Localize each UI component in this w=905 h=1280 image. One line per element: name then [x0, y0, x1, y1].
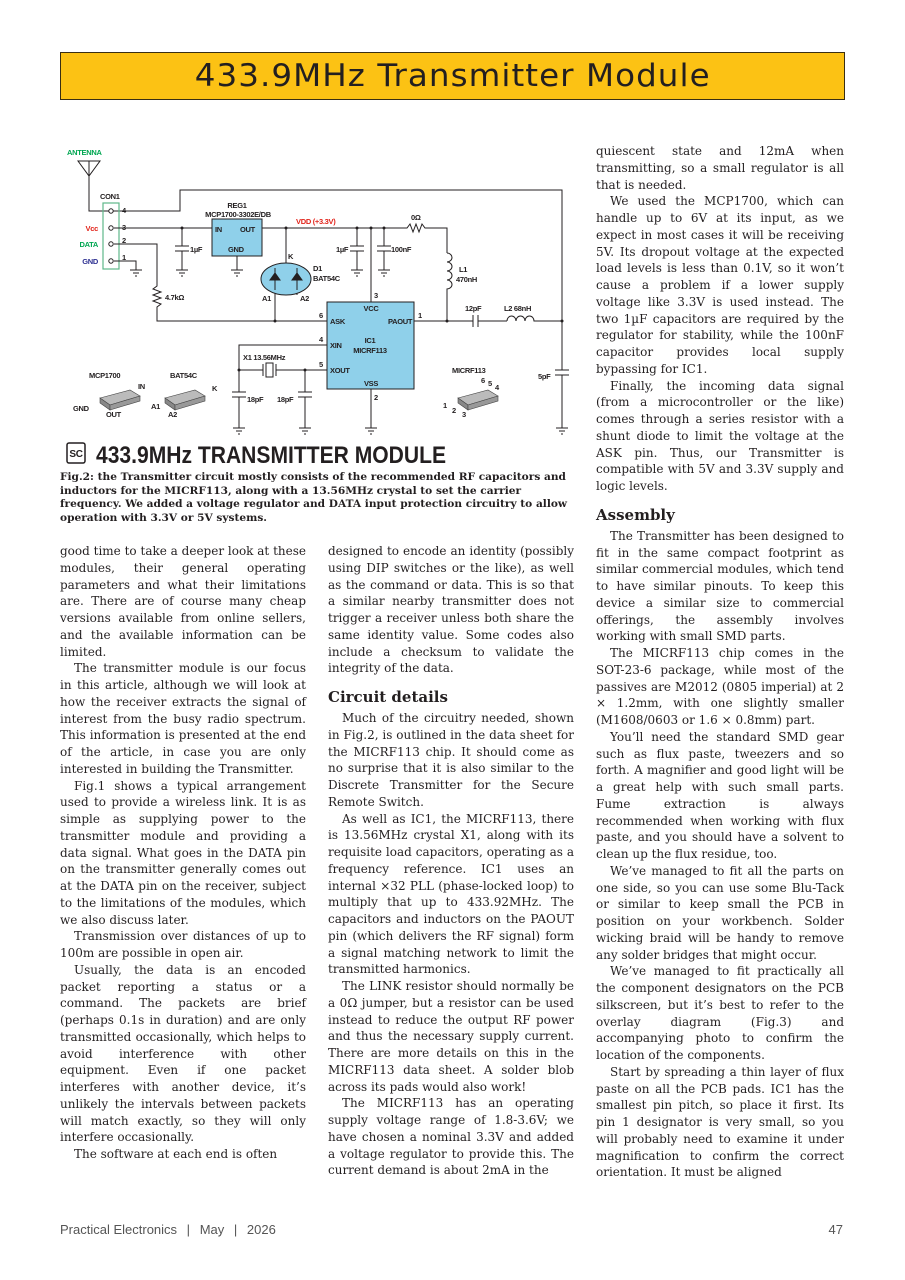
label-c-x1: 18pF — [247, 395, 264, 404]
label-pkg-mcp1700: MCP1700 — [89, 371, 121, 380]
paragraph: We’ve managed to fit all the parts on one side, so you can use some Blu-Tack or similar to keep small the PCB in position on your workbench. Solder wicking braid will be handy to remove any solder bridges that might occur. — [596, 863, 844, 962]
paragraph: We’ve managed to fit practically all the component designators on the PCB silkscreen, but it’s best to refer to the overlay diagram (Fig.3) and accompanying photo to confirm the location of the components. — [596, 964, 844, 1062]
paragraph: Finally, the incoming data signal (from a microcontroller or the like) comes through a series resistor with a shunt diode to limit the voltage at the ASK pin. Thus, our Transmitter is compatible with 5V and 3.3V supply and logic levels. — [596, 378, 844, 493]
label-ic-xin: XIN — [330, 341, 342, 350]
label-pkg-bat-k: K — [212, 384, 218, 393]
label-ic1: IC1 — [364, 336, 376, 345]
label-con1: CON1 — [100, 192, 120, 201]
paragraph: The LINK resistor should normally be a 0Ω jumper, but a resistor can be used instead to reduce the output RF power and thus the necessary supply current. There are more details on this in the MICRF113 data sheet. A solder blob across its pads would also work! — [328, 979, 574, 1094]
page-number: 47 — [828, 1222, 843, 1237]
label-ic-xout: XOUT — [330, 366, 350, 375]
label-reg-out: OUT — [240, 225, 255, 234]
label-pkg-mcp-gnd: GND — [73, 404, 89, 413]
label-c-x2: 18pF — [277, 395, 294, 404]
label-r-link: 0Ω — [411, 213, 421, 222]
label-pkg-pin: 6 — [481, 376, 485, 385]
paragraph: Start by spreading a thin layer of flux paste on all the PCB pads. IC1 has the smallest pin pitch, so place it first. Its pin 1 designator is very small, so you will probably need to examine it under magnification to confirm the correct orientation. It must be aligned — [596, 1064, 844, 1180]
label-data: DATA — [79, 240, 98, 249]
label-vcc: Vcc — [85, 224, 98, 233]
paragraph: The Transmitter has been designed to fit in the same compact footprint as similar commercial modules, which tend to have similar pinouts. To keep this device a similar size to commercial offerings, the assembly involves working with small SMD parts. — [596, 528, 844, 644]
label-ic-pin4: 4 — [319, 335, 323, 344]
label-ic-ask: ASK — [330, 317, 345, 326]
paragraph: As well as IC1, the MICRF113, there is 13.56MHz crystal X1, along with its requisite load capacitors, operating as a frequency reference. IC1 uses an internal ×32 PLL (phase-locked loop) to multiply that up to 433.92MHz. The capacitors and inductors on the PAOUT pin (which delivers the RF signal) form a signal matching network to limit the transmitted harmonics. — [328, 811, 574, 977]
page-title: 433.9MHz Transmitter Module — [194, 58, 711, 94]
label-pin3: 3 — [122, 223, 126, 232]
label-l2: L2 68nH — [504, 304, 532, 313]
label-reg-gnd: GND — [228, 245, 244, 254]
label-ic-vcc: VCC — [363, 304, 379, 313]
article-column-2 — [328, 543, 574, 1179]
paragraph: good time to take a deeper look at these modules, their general operating parameters and what their limitations are. There are of course many cheap versions available from online sellers, and the available information can be limited. — [60, 544, 306, 659]
label-pin2: 2 — [122, 236, 126, 245]
figure-caption: Fig.2: the Transmitter circuit mostly consists of the recommended RF capacitors and inductors for the MICRF113, along with a 13.56MHz crystal to set the carrier frequency. We added a voltage regulator and DATA input protection circuitry to allow operation with 3.3V or 5V systems. — [60, 471, 568, 524]
section-heading: Circuit details — [328, 688, 448, 706]
label-reg1-part: MCP1700-3302E/DB — [205, 210, 271, 219]
label-c-5pf: 5pF — [538, 372, 551, 381]
logo-text: SC — [69, 449, 83, 460]
label-ic-pin5: 5 — [319, 360, 323, 369]
label-pkg-bat-a1: A1 — [151, 402, 160, 411]
label-ic1-part: MICRF113 — [353, 346, 387, 355]
label-pkg-pin: 4 — [495, 383, 499, 392]
label-ic-vss: VSS — [363, 379, 379, 388]
label-pkg-pin: 2 — [452, 406, 456, 415]
label-d1: D1 — [313, 264, 322, 273]
paragraph: You’ll need the standard SMD gear such as flux paste, tweezers and so forth. A magnifier and good light will be a great help with such small parts. Fume extraction is always recommended when working with flux paste, and you should have a solvent to clean up the flux residue, too. — [596, 729, 844, 861]
label-pkg-pin: 5 — [488, 379, 492, 388]
label-d1-a2: A2 — [300, 294, 309, 303]
paragraph: designed to encode an identity (possibly using DIP switches or the like), as well as the command or data. This is so that a similar nearby transmitter does not trigger a receiver unless both share the same identity value. Some codes also include a checksum to validate the integrity of the data. — [328, 544, 574, 676]
label-pkg-mcp-in: IN — [138, 382, 145, 391]
crystal-x1 — [266, 363, 273, 377]
paragraph: The MICRF113 chip comes in the SOT-23-6 package, while most of the passives are M2012 (0805 imperial) at 2 × 1.2mm, with one slightly smaller (M1608/0603 or 1.6 × 0.8mm) part. — [596, 646, 844, 727]
label-l1: L1 — [459, 265, 468, 274]
label-ic-pin2: 2 — [374, 393, 378, 402]
paragraph: Much of the circuitry needed, shown in Fig.2, is outlined in the data sheet for the MICRF113 chip. It should come as no surprise that it is also similar to the Discrete Transmitter for the Secure Remote Switch. — [328, 711, 574, 809]
sc-logo — [67, 443, 85, 463]
label-pkg-bat54c: BAT54C — [170, 371, 197, 380]
title-banner — [60, 52, 845, 100]
article-column-1 — [60, 543, 306, 1163]
footer-publication — [60, 1222, 276, 1237]
label-c-12pf: 12pF — [465, 304, 482, 313]
paragraph: Transmission over distances of up to 100m are possible in open air. — [60, 929, 306, 960]
paragraph: The software at each end is often — [74, 1147, 278, 1161]
label-reg1: REG1 — [227, 201, 247, 210]
label-x1: X1 13.56MHz — [243, 353, 286, 362]
label-ic-paout: PAOUT — [388, 317, 413, 326]
label-pin4: 4 — [122, 206, 126, 215]
inductor-l1 — [447, 253, 452, 321]
label-pkg-mcp-out: OUT — [106, 410, 121, 419]
article-column-3 — [596, 143, 844, 1181]
paragraph: Usually, the data is an encoded packet reporting a status or a command. The packets are brief (perhaps 0.1s in duration) and are only transmitted occasionally, which helps to avoid interference with other equipment. Even if one packet interferes with another device, it’s unlikely the intervals between packets will match exactly, so they will only interfere occasionally. — [60, 962, 306, 1145]
diode-d1 — [261, 263, 311, 295]
label-pkg-pin: 3 — [462, 410, 466, 419]
label-pin1: 1 — [122, 253, 126, 262]
label-ic-pin6: 6 — [319, 311, 323, 320]
label-l1-value: 470nH — [456, 275, 478, 284]
label-gnd: GND — [82, 257, 98, 266]
label-ic-pin3: 3 — [374, 291, 378, 300]
label-d1-a1: A1 — [262, 294, 271, 303]
paragraph: quiescent state and 12mA when transmitting, so a small regulator is all that is needed. — [596, 144, 844, 192]
issue-year: 2026 — [246, 1222, 276, 1237]
label-pkg-bat-a2: A2 — [168, 410, 177, 419]
paragraph: The MICRF113 has an operating supply voltage range of 1.8-3.6V; we have chosen a nominal 3.3V and added a voltage regulator to provide this. The current demand is about 2mA in the — [328, 1096, 574, 1178]
paragraph: Fig.1 shows a typical arrangement used to provide a wireless link. It is as simple as supplying power to the transmitter module and providing a data signal. What goes in the DATA pin on the transmitter generally comes out at the DATA pin on the receiver, subject to the limitations of the modules, which we also discuss later. — [60, 778, 306, 927]
publication-name: Practical Electronics — [60, 1222, 178, 1237]
paragraph: The transmitter module is our focus in this article, although we will look at how the receiver extracts the signal of interest from the busy radio spectrum. This information is presented at the end of the article, in case you are only interested in building the Transmitter. — [60, 661, 306, 776]
circuit-diagram — [60, 140, 580, 470]
inductor-l2 — [507, 316, 562, 321]
figure-title: 433.9MHz TRANSMITTER MODULE — [96, 442, 446, 469]
label-c-bypass: 100nF — [391, 245, 412, 254]
label-reg-in: IN — [215, 225, 222, 234]
separator: | — [233, 1222, 238, 1237]
label-vdd: VDD (+3.3V) — [296, 217, 336, 226]
label-c-in: 1µF — [190, 245, 203, 254]
label-d1-k: K — [288, 252, 294, 261]
label-r-data: 4.7kΩ — [165, 293, 185, 302]
label-c-out: 1µF — [336, 245, 349, 254]
issue-month: May — [199, 1222, 225, 1237]
separator: | — [186, 1222, 191, 1237]
label-pkg-micrf113: MICRF113 — [452, 366, 486, 375]
label-ic-pin1: 1 — [418, 311, 422, 320]
section-heading: Assembly — [596, 505, 675, 524]
label-pkg-pin: 1 — [443, 401, 447, 410]
label-antenna: ANTENNA — [67, 148, 102, 157]
label-d1-part: BAT54C — [313, 274, 340, 283]
paragraph: We used the MCP1700, which can handle up to 6V at its input, as we expect in most cases it will be receiving 5V. Its dropout voltage at the expected load levels is less than 0.1V, so it won’t cause a problem if a lower supply voltage like 3.3V is used instead. The two 1µF capacitors are required by the regulator for stability, while the 100nF capacitor provides local supply bypassing for IC1. — [596, 194, 844, 376]
